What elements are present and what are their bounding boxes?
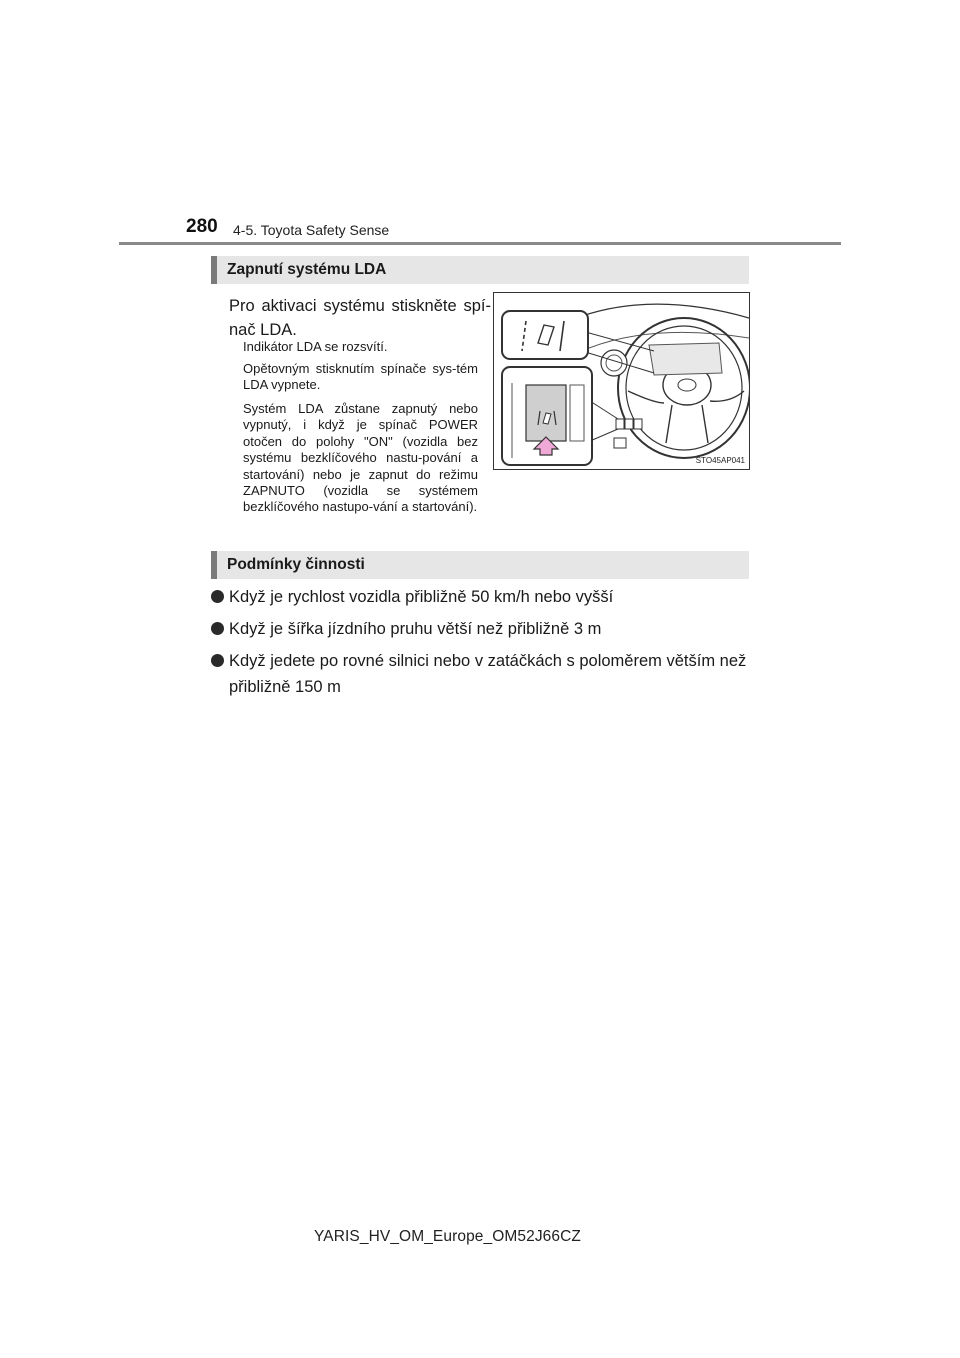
page-number: 280 [186, 216, 218, 237]
lead-instruction: Pro aktivaci systému stiskněte spí-nač LDA. [229, 297, 491, 339]
steering-wheel-icon [618, 318, 749, 458]
list-item-text: Když je šířka jízdního pruhu větší než přibližně 3 m [229, 620, 602, 638]
figure-code: STO45AP041 [695, 456, 745, 465]
section-title-conditions: Podmínky činnosti [211, 551, 749, 579]
note-indicator: Indikátor LDA se rozsvítí. [243, 339, 388, 354]
list-item [211, 616, 751, 642]
list-item [211, 648, 751, 700]
document-id: YARIS_HV_OM_Europe_OM52J66CZ [314, 1228, 581, 1245]
conditions-list [211, 584, 751, 706]
dashboard-drawing [494, 293, 749, 469]
bullet-icon [211, 654, 224, 667]
header-rule [119, 242, 841, 245]
note-power-state: Systém LDA zůstane zapnutý nebo vypnutý, i když je spínač POWER otočen do polohy "ON" (vozidla bez systému bezklíčového nastu-pování a startování) nebo je zapnut do režimu ZAPNUTO (vozidla se systémem bezklíčového nastupo-vání a startování). [243, 401, 478, 515]
bullet-icon [211, 590, 224, 603]
list-item-text: Když je rychlost vozidla přibližně 50 km/h nebo vyšší [229, 588, 614, 606]
lda-indicator-icon [502, 311, 588, 359]
list-item [211, 584, 751, 610]
note-turn-off: Opětovným stisknutím spínače sys-tém LDA vypnete. [243, 361, 478, 393]
bullet-icon [211, 622, 224, 635]
dashboard-illustration [493, 292, 750, 470]
section-path: 4-5. Toyota Safety Sense [233, 222, 390, 238]
list-item-text: Když jedete po rovné silnici nebo v zatáčkách s poloměrem větším než přibližně 150 m [229, 652, 747, 696]
section-title-lda-on: Zapnutí systému LDA [211, 256, 749, 284]
